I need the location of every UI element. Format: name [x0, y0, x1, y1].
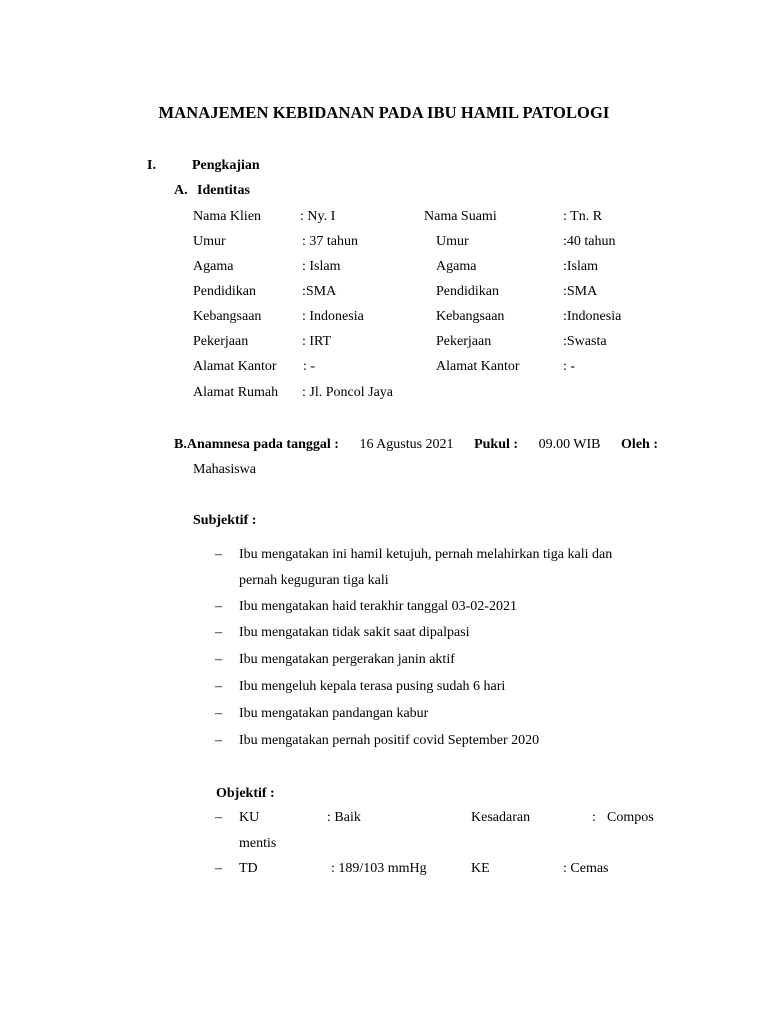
identity-value: : Indonesia — [302, 309, 364, 324]
identity-label: Alamat Kantor — [436, 359, 520, 374]
identity-label: Pekerjaan — [193, 334, 249, 349]
identity-value: : Ny. I — [300, 209, 336, 224]
objektif-value: : 189/103 mmHg — [331, 861, 427, 876]
subjektif-heading: Subjektif : — [193, 513, 257, 528]
bullet-dash: – — [215, 861, 222, 876]
objektif-value-colon: : — [592, 810, 596, 825]
page-title: MANAJEMEN KEBIDANAN PADA IBU HAMIL PATOLOGI — [158, 103, 610, 122]
objektif-value: Compos — [607, 810, 654, 825]
bullet-dash: – — [215, 679, 222, 694]
list-item: Ibu mengatakan pernah positif covid September 2020 — [239, 733, 540, 748]
identity-label: Umur — [436, 234, 469, 249]
identity-label: Pendidikan — [436, 284, 499, 299]
bullet-dash: – — [215, 810, 222, 825]
identity-label: Pekerjaan — [436, 334, 492, 349]
identity-label: Alamat Rumah — [193, 385, 279, 400]
bullet-dash: – — [215, 652, 222, 667]
bullet-dash: – — [215, 706, 222, 721]
identity-label: Alamat Kantor — [193, 359, 277, 374]
identity-value: :SMA — [563, 284, 598, 299]
bullet-dash: – — [215, 547, 222, 562]
objektif-label: KE — [471, 861, 490, 876]
identity-label: Nama Klien — [193, 209, 262, 224]
anamnesa-time: 09.00 WIB — [538, 437, 601, 452]
identity-label: Nama Suami — [424, 209, 497, 224]
list-item: Ibu mengatakan tidak sakit saat dipalpasi — [239, 625, 470, 640]
section-heading: Pengkajian — [192, 158, 260, 173]
bullet-dash: – — [215, 625, 222, 640]
identity-value: :Indonesia — [563, 309, 622, 324]
list-item: Ibu mengatakan pergerakan janin aktif — [239, 652, 455, 667]
bullet-dash: – — [215, 733, 222, 748]
identity-label: Agama — [436, 259, 477, 274]
identity-value: : Jl. Poncol Jaya — [302, 385, 393, 400]
identity-value: : Tn. R — [563, 209, 603, 224]
identity-label: Pendidikan — [193, 284, 256, 299]
list-item: Ibu mengatakan ini hamil ketujuh, pernah melahirkan tiga kali dan — [239, 547, 613, 562]
subsection-heading: Identitas — [197, 183, 250, 198]
list-item: Ibu mengeluh kepala terasa pusing sudah 6 hari — [239, 679, 506, 694]
identity-value: : - — [563, 359, 576, 374]
identity-label: Agama — [193, 259, 234, 274]
anamnesa-label: B.Anamnesa pada tanggal : — [174, 437, 339, 452]
identity-label: Kebangsaan — [193, 309, 262, 324]
list-item-continuation: pernah keguguran tiga kali — [239, 573, 389, 588]
anamnesa-time-label: Pukul : — [474, 437, 519, 452]
identity-value: : IRT — [302, 334, 332, 349]
objektif-value: : Baik — [327, 810, 361, 825]
identity-value: : 37 tahun — [302, 234, 358, 249]
identity-label: Umur — [193, 234, 226, 249]
objektif-value-continuation: mentis — [239, 836, 277, 851]
identity-value: :Swasta — [563, 334, 607, 349]
identity-value: :SMA — [302, 284, 337, 299]
identity-value: : Islam — [302, 259, 341, 274]
anamnesa-by-label: Oleh : — [621, 437, 658, 452]
objektif-heading: Objektif : — [216, 786, 275, 801]
anamnesa-line — [174, 436, 658, 454]
objektif-value: : Cemas — [563, 861, 609, 876]
subsection-letter: A. — [174, 183, 188, 198]
objektif-label: KU — [239, 810, 260, 825]
objektif-label: TD — [239, 861, 258, 876]
identity-value: : - — [303, 359, 316, 374]
list-item: Ibu mengatakan haid terakhir tanggal 03-02-2021 — [239, 599, 517, 614]
list-item: Ibu mengatakan pandangan kabur — [239, 706, 429, 721]
identity-value: :40 tahun — [563, 234, 616, 249]
anamnesa-date: 16 Agustus 2021 — [359, 437, 454, 452]
anamnesa-by: Mahasiswa — [193, 462, 256, 477]
objektif-label: Kesadaran — [471, 810, 531, 825]
identity-label: Kebangsaan — [436, 309, 505, 324]
identity-value: :Islam — [563, 259, 598, 274]
section-number: I. — [147, 158, 156, 173]
bullet-dash: – — [215, 599, 222, 614]
